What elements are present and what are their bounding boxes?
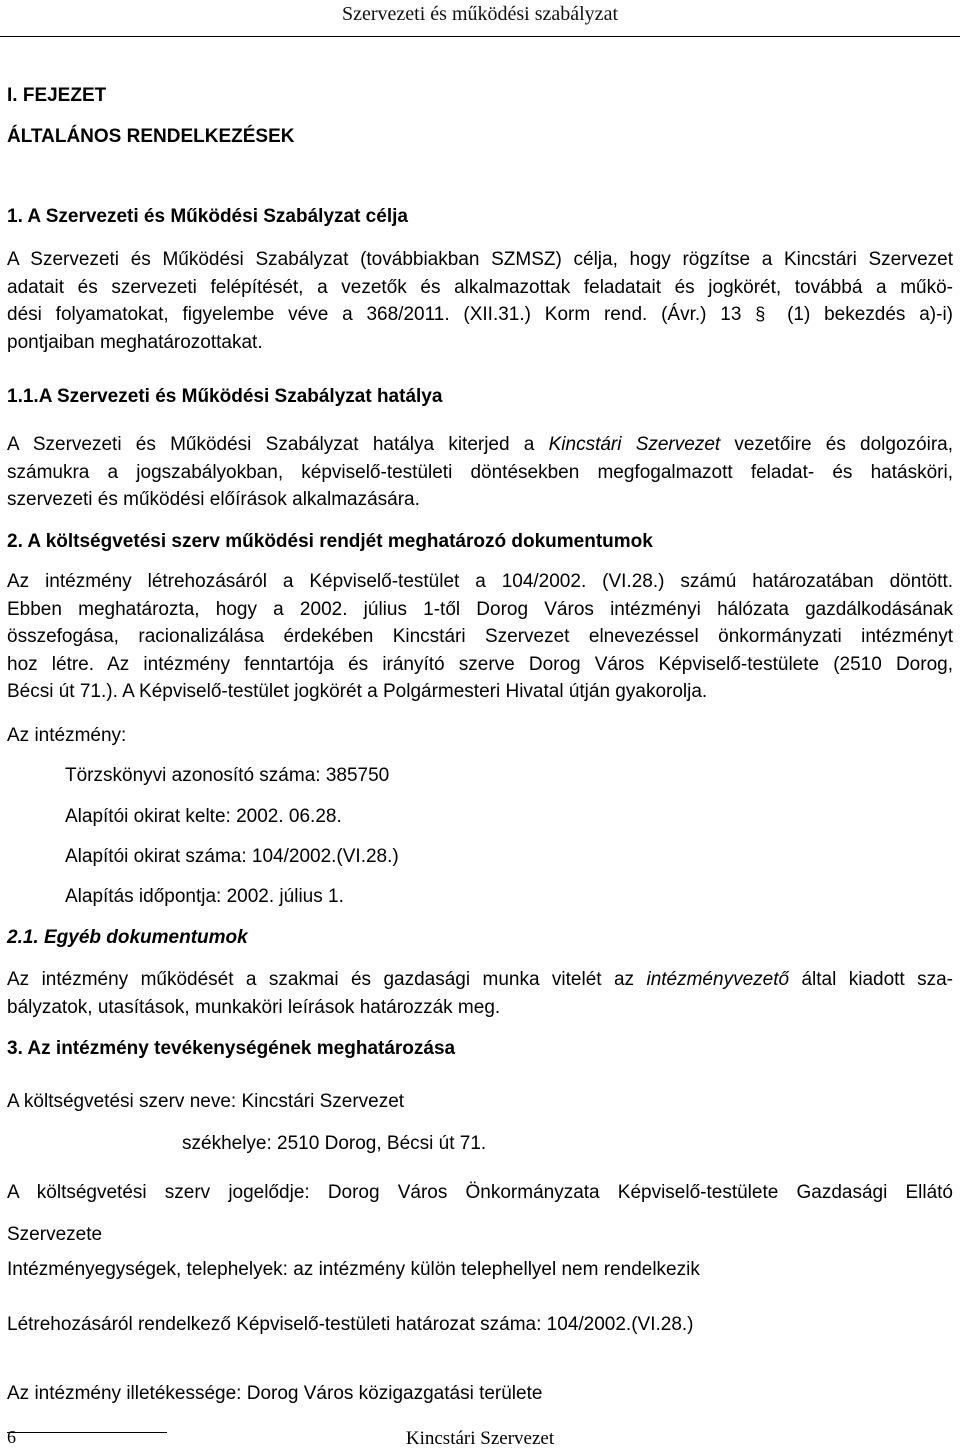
header-title: Szervezeti és működési szabályzat [342, 3, 618, 25]
page-number: 6 [7, 1427, 16, 1447]
institution-units: Intézményegységek, telephelyek: az intézmény külön telephellyel nem rendelkezik [7, 1259, 700, 1280]
paragraph-line: Ebben meghatározta, hogy a 2002. július 1-től Dorog Város intézményi hálózata gazdálkodásának [7, 598, 953, 620]
detail-registry-id: Törzskönyvi azonosító száma: 385750 [65, 765, 390, 786]
paragraph-line: bályzatok, utasítások, munkaköri leírások határozzák meg. [7, 996, 501, 1018]
section-2-1-paragraph [7, 966, 953, 1021]
section-2-1-heading: 2.1. Egyéb dokumentumok [7, 927, 248, 948]
section-1-heading: 1. A Szervezeti és Működési Szabályzat célja [7, 206, 408, 227]
section-1-1-paragraph [7, 431, 953, 514]
emphasis: intézményvezető [646, 969, 790, 990]
paragraph-line: A Szervezeti és Működési Szabályzat hatálya kiterjed a Kincstári Szervezet vezetőire és dolgozóira, [7, 434, 953, 455]
paragraph-line: Az intézmény létrehozásáról a Képviselő-testület a 104/2002. (VI.28.) számú határozatában döntött. [7, 571, 953, 592]
detail-charter-number: Alapítói okirat száma: 104/2002.(VI.28.) [65, 846, 399, 867]
paragraph-line: pontjaiban meghatározottakat. [7, 331, 263, 353]
footer-title: Kincstári Szervezet [405, 1428, 555, 1449]
emphasis: Kincstári Szervezet [548, 434, 721, 455]
paragraph-line: hoz létre. Az intézmény fenntartója és irányító szerve Dorog Város Képviselő-testülete (2510 Dorog, [7, 653, 953, 675]
section-1-paragraph [7, 246, 953, 356]
paragraph-line: A költségvetési szerv jogelődje: Dorog Város Önkormányzata Képviselő-testülete Gazdasági Ellátó [7, 1182, 953, 1203]
institution-label: Az intézmény: [7, 725, 127, 746]
institution-name: A költségvetési szerv neve: Kincstári Szervezet [7, 1091, 405, 1112]
section-3-heading: 3. Az intézmény tevékenységének meghatározása [7, 1038, 456, 1059]
section-1-1-heading: 1.1.A Szervezeti és Működési Szabályzat hatálya [7, 386, 443, 407]
chapter-title: ÁLTALÁNOS RENDELKEZÉSEK [7, 126, 295, 147]
paragraph-line: Az intézmény működését a szakmai és gazdasági munka vitelét az intézményvezető által kiadott sza- [7, 969, 954, 990]
institution-jurisdiction: Az intézmény illetékessége: Dorog Város közigazgatási területe [7, 1383, 543, 1404]
section-sign: § [755, 304, 766, 324]
page-header [0, 0, 960, 37]
paragraph-line: számukra a jogszabályokban, képviselő-testületi döntésekben megfogalmazott feladat- és hatásköri, [7, 461, 953, 483]
section-2-heading: 2. A költségvetési szerv működési rendjét meghatározó dokumentumok [7, 531, 653, 552]
paragraph-line: Szervezete [7, 1224, 103, 1245]
predecessor-paragraph [7, 1172, 953, 1256]
institution-seat: székhelye: 2510 Dorog, Bécsi út 71. [182, 1133, 487, 1154]
paragraph-line: szervezeti és működési előírások alkalmazására. [7, 489, 420, 510]
detail-charter-date: Alapítói okirat kelte: 2002. 06.28. [65, 806, 342, 827]
founding-resolution: Létrehozásáról rendelkező Képviselő-testületi határozat száma: 104/2002.(VI.28.) [7, 1314, 694, 1335]
paragraph-line: adatait és szervezeti felépítését, a vezetők és alkalmazottak feladatait és jogkörét, továbbá a műkö- [7, 276, 953, 298]
detail-founding-date: Alapítás időpontja: 2002. július 1. [65, 886, 344, 907]
section-2-paragraph [7, 568, 953, 706]
paragraph-line: A Szervezeti és Működési Szabályzat (továbbiakban SZMSZ) célja, hogy rögzítse a Kincstári Szervezet [7, 249, 953, 270]
paragraph-line: dési folyamatokat, figyelembe véve a 368/2011. (XII.31.) Korm rend. (Ávr.) 13 § (1) bekezdés a)-i) [7, 301, 953, 329]
paragraph-line: Bécsi út 71.). A Képviselő-testület jogkörét a Polgármesteri Hivatal útján gyakorolja. [7, 681, 708, 702]
paragraph-line: összefogása, racionalizálása érdekében Kincstári Szervezet elnevezéssel önkormányzati intézményt [7, 626, 953, 647]
chapter-label: I. FEJEZET [7, 85, 107, 106]
